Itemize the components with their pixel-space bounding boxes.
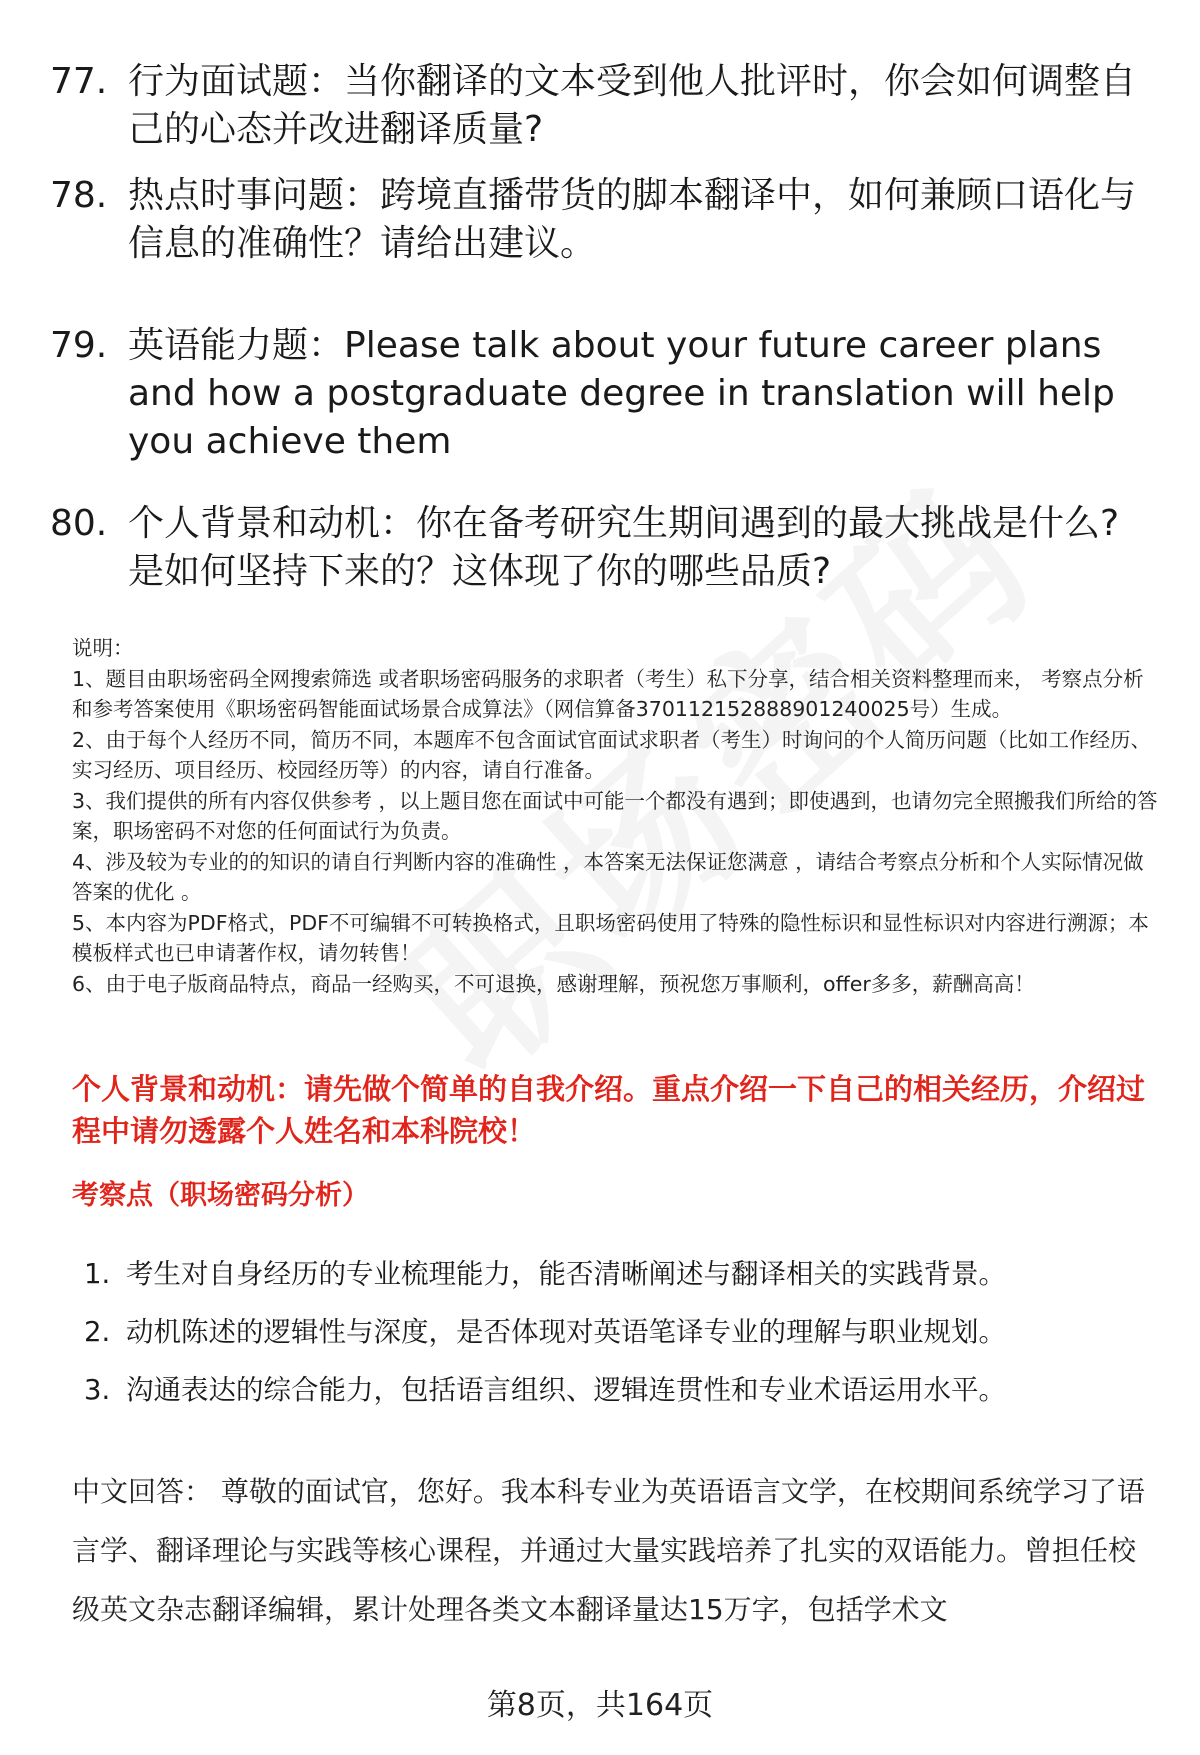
question-text: 英语能力题：Please talk about your future career plans and how a postgraduate degree in translation will help you achieve them [128,325,1115,462]
question-text: 个人背景和动机：你在备考研究生期间遇到的最大挑战是什么?是如何坚持下来的？这体现了你的哪些品质? [128,503,1120,592]
note-item: 6、由于电子版商品特点，商品一经购买，不可退换，感谢理解，预祝您万事顺利，offer多多，薪酬高高！ [72,971,1035,996]
list-item-text: 动机陈述的逻辑性与深度，是否体现对英语笔译专业的理解与职业规划。 [126,1316,1006,1348]
question-number: 80. [50,503,108,544]
note-item: 4、涉及较为专业的的知识的请自行判断内容的准确性 ，本答案无法保证您满意 ，请结合考察点分析和个人实际情况做答案的优化 。 [72,849,1144,904]
question-text: 热点时事问题：跨境直播带货的脚本翻译中，如何兼顾口语化与信息的准确性？请给出建议。 [128,175,1137,264]
list-item-number: 1. [84,1258,111,1290]
disclaimer-notes [72,633,1162,999]
note-item: 3、我们提供的所有内容仅供参考 ，以上题目您在面试中可能一个都没有遇到；即使遇到，也请勿完全照搬我们所给的答案，职场密码不对您的任何面试行为负责。 [72,788,1158,843]
list-item-text: 沟通表达的综合能力，包括语言组织、逻辑连贯性和专业术语运用水平。 [126,1374,1006,1406]
section-title: 考察点（职场密码分析） [72,1180,369,1211]
note-item: 2、由于每个人经历不同，简历不同，本题库不包含面试官面试求职者（考生）时询问的个人简历问题（比如工作经历、实习经历、项目经历、校园经历等）的内容，请自行准备。 [72,727,1152,782]
question-number: 79. [50,325,108,366]
list-item-number: 3. [84,1374,111,1406]
answer-paragraph: 中文回答： 尊敬的面试官，您好。我本科专业为英语语言文学，在校期间系统学习了语言学、翻译理论与实践等核心课程，并通过大量实践培养了扎实的双语能力。曾担任校级英文杂志翻译编辑，累计处理各类文本翻译量达15万字，包括学术文 [72,1475,1145,1626]
list-item-text: 考生对自身经历的专业梳理能力，能否清晰阐述与翻译相关的实践背景。 [126,1258,1006,1290]
note-item: 1、题目由职场密码全网搜索筛选 或者职场密码服务的求职者（考生）私下分享，结合相关资料整理而来， 考察点分析和参考答案使用《职场密码智能面试场景合成算法》（网信算备370112152888901240025号）生成。 [72,666,1144,721]
page-footer: 第8页，共164页 [486,1688,714,1723]
notes-heading: 说明： [72,636,134,660]
question-number: 78. [50,175,108,216]
question-text: 行为面试题：当你翻译的文本受到他人批评时，你会如何调整自己的心态并改进翻译质量? [128,61,1137,150]
note-item: 5、本内容为PDF格式，PDF不可编辑不可转换格式，且职场密码使用了特殊的隐性标识和显性标识对内容进行溯源；本模板样式也已申请著作权，请勿转售！ [72,910,1149,965]
list-item-number: 2. [84,1316,111,1348]
question-number: 77. [50,61,108,102]
question-title: 个人背景和动机：请先做个简单的自我介绍。重点介绍一下自己的相关经历，介绍过程中请勿透露个人姓名和本科院校！ [72,1072,1146,1148]
